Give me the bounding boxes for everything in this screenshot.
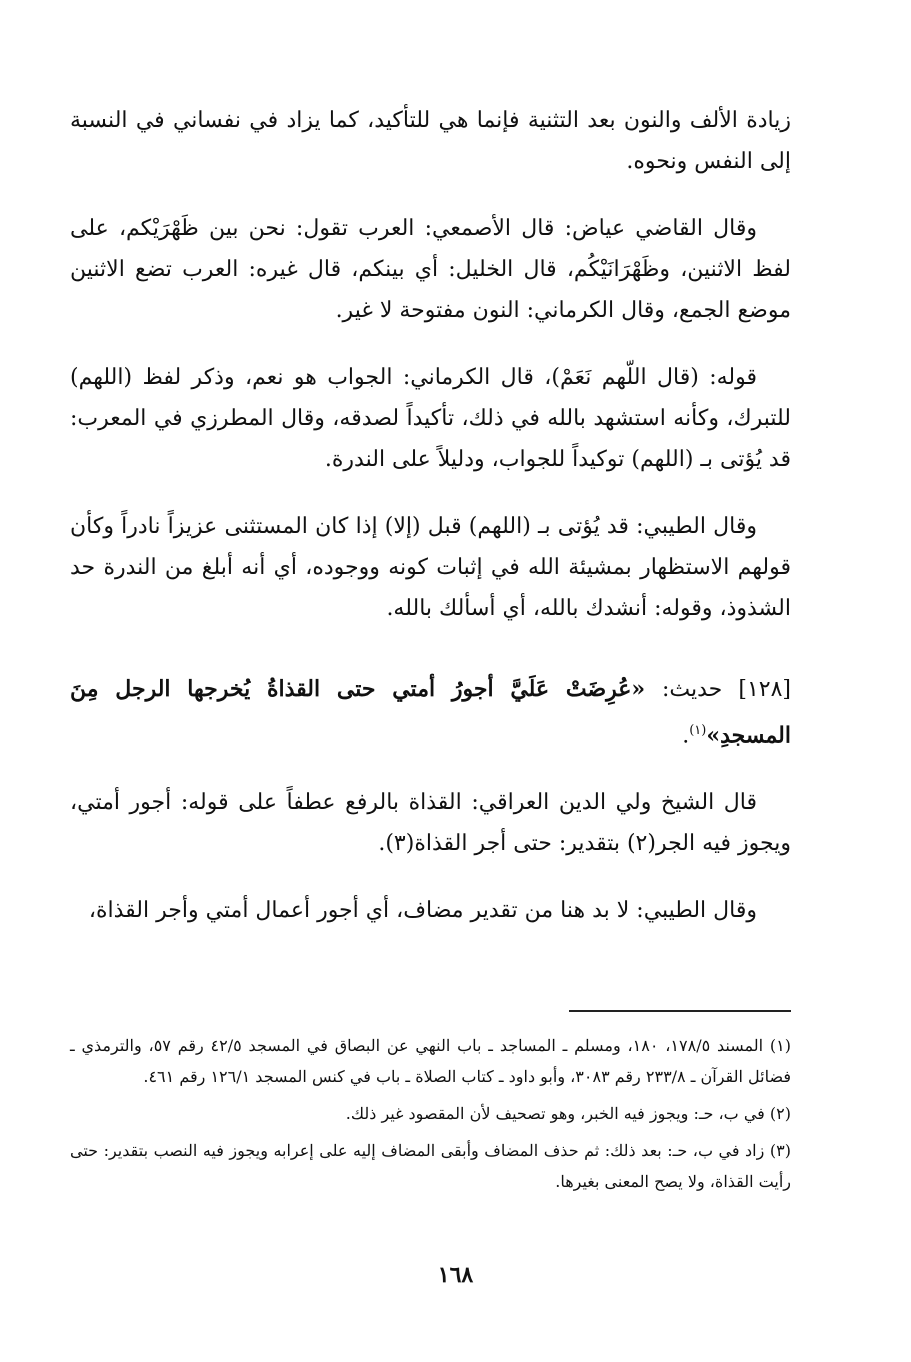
paragraph-qadi-iyad: وقال القاضي عياض: قال الأصمعي: العرب تقول: نحن بين ظَهْرَيْكم، على لفظ الاثنين، وظَهْرَانَيْكُم، قال الخليل: أي بينكم، قال غيره: العرب تضع الاثنين موضع الجمع، وقال الكرماني: النون مفتوحة لا غير. — [70, 216, 791, 323]
footnote-3 — [70, 1135, 791, 1197]
footnote-2 — [70, 1098, 791, 1129]
paragraph-tibi-2: وقال الطيبي: لا بد هنا من تقدير مضاف، أي أجور أعمال أمتي وأجر القذاة، — [88, 898, 757, 924]
hadith-number: [١٢٨] حديث: — [661, 677, 791, 702]
paragraph-iraqi: قال الشيخ ولي الدين العراقي: القذاة بالرفع عطفاً على قوله: أجور أمتي، ويجوز فيه الجر(٢) بتقدير: حتى أجر القذاة(٣). — [70, 790, 791, 857]
footnote-ref-1: (١) — [689, 723, 707, 738]
footnote-text: في ب، حـ: ويجوز فيه الخبر، وهو تصحيف لأن المقصود غير ذلك. — [345, 1104, 765, 1123]
footnote-marker: (١) — [769, 1036, 791, 1055]
footnote-separator — [569, 1010, 791, 1012]
hadith-end: . — [682, 723, 690, 749]
paragraph-allahumma-naam: قوله: (قال اللّهم نَعَمْ)، قال الكرماني: الجواب هو نعم، وذكر لفظ (اللهم) للتبرك، وكأنه استشهد بالله في ذلك، تأكيداً لصدقه، وقال المطرزي في المعرب: قد يُؤتى بـ (اللهم) توكيداً للجواب، ودليلاً على الندرة. — [70, 365, 791, 472]
footnotes — [70, 1030, 791, 1203]
footnote-1 — [70, 1030, 791, 1092]
footnote-marker: (٣) — [769, 1141, 791, 1160]
hadith-128 — [70, 669, 791, 756]
hadith-text: «عُرِضَتْ عَلَيَّ أجورُ أمتي حتى القذاةُ يُخرجها الرجل مِنَ المسجدِ» — [70, 676, 791, 749]
footnote-marker: (٢) — [769, 1104, 791, 1123]
paragraph-tibi: وقال الطيبي: قد يُؤتى بـ (اللهم) قبل (إلا) إذا كان المستثنى عزيزاً نادراً وكأن قولهم الاستظهار بمشيئة الله في إثبات كونه ووجوده، أي أنه أبلغ من الندرة حد الشذوذ، وقوله: أنشدك بالله، أي أسألك بالله. — [70, 514, 791, 621]
page-number: ١٦٨ — [437, 1262, 474, 1288]
footnote-text: المسند ١٧٨/٥، ١٨٠، ومسلم ـ المساجد ـ باب النهي عن البصاق في المسجد ٤٢/٥ رقم ٥٧، والترمذي ـ فضائل القرآن ـ ٢٣٣/٨ رقم ٣٠٨٣، وأبو داود ـ كتاب الصلاة ـ باب في كنس المسجد ١٢٦/١ رقم ٤٦١. — [70, 1036, 791, 1086]
paragraph-continuation: زيادة الألف والنون بعد التثنية فإنما هي للتأكيد، كما يزاد في نفساني في النسبة إلى النفس ونحوه. — [70, 108, 791, 174]
footnote-text: زاد في ب، حـ: بعد ذلك: ثم حذف المضاف وأبقى المضاف إليه على إعرابه ويجوز فيه النصب بتقدير: حتى رأيت القذاة، ولا يصح المعنى بغيرها. — [70, 1141, 791, 1191]
main-text — [70, 100, 791, 957]
